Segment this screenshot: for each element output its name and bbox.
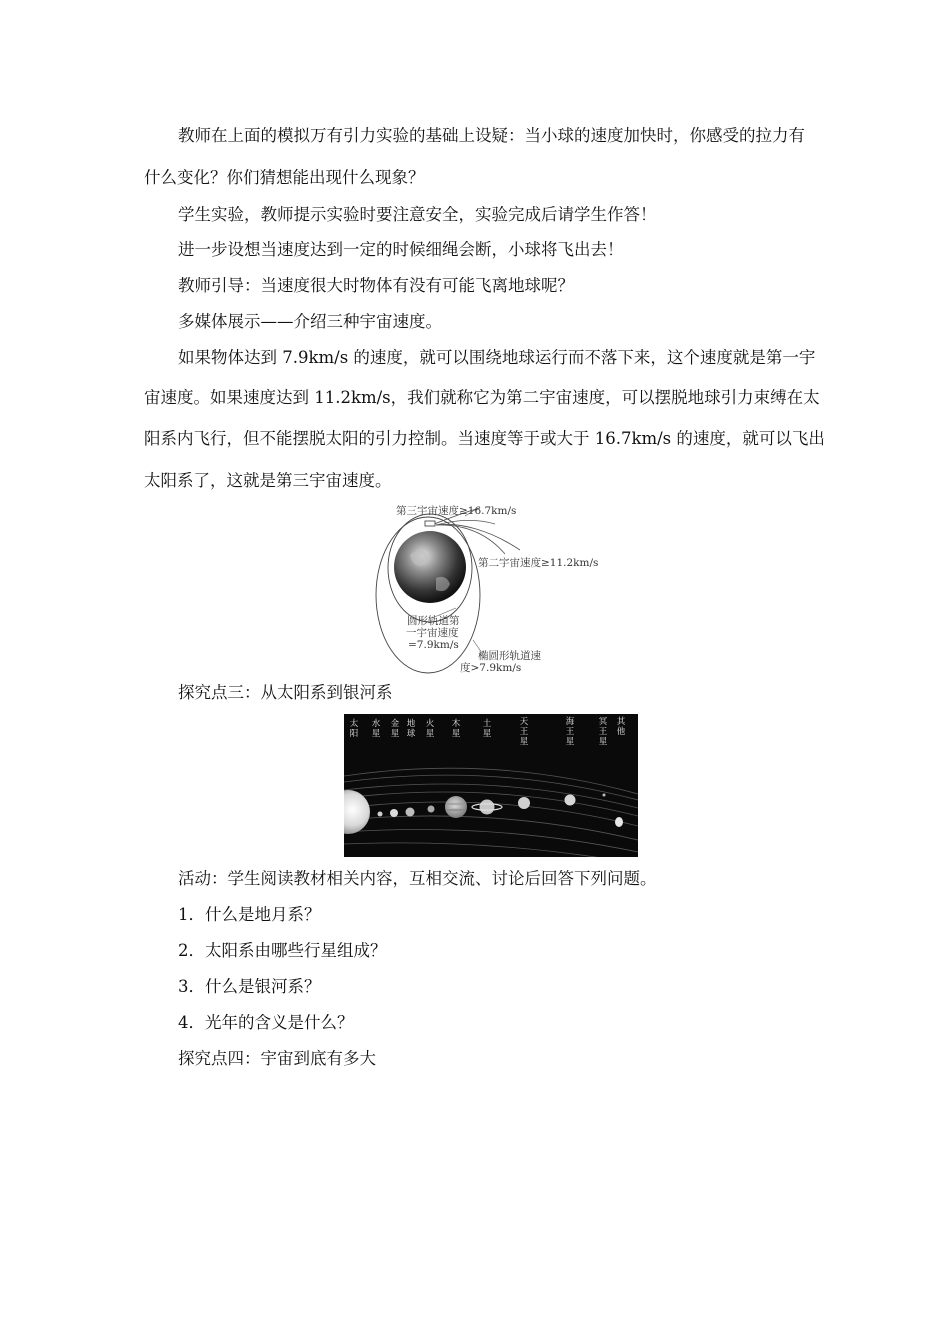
planet-label: 其他 (616, 717, 626, 737)
earth (406, 808, 415, 817)
circular-orbit-label-line-1: 圆形轨道第 (407, 615, 460, 627)
pluto (603, 794, 606, 797)
question-3: 3．什么是银河系？ (178, 977, 321, 996)
venus (390, 809, 398, 817)
circular-orbit-label-line-2: 一宇宙速度 (406, 627, 459, 639)
planet-label: 太阳 (349, 719, 359, 739)
spacecraft-marker (425, 521, 435, 526)
planet-label: 冥王星 (598, 717, 608, 747)
paragraph-1-line-2: 什么变化？你们猜想能出现什么现象？ (144, 168, 425, 187)
paragraph-1-line-1: 教师在上面的模拟万有引力实验的基础上设疑：当小球的速度加快时，你感受的拉力有 (178, 126, 805, 145)
planet-label: 木星 (451, 719, 461, 739)
paragraph-5: 多媒体展示——介绍三种宇宙速度。 (178, 312, 442, 331)
planet-label: 火星 (425, 719, 435, 739)
planet-label: 水星 (371, 719, 381, 739)
planet-label: 地球 (406, 719, 416, 739)
neptune (565, 795, 576, 806)
second-velocity-label: 第二宇宙速度≥11.2km/s (478, 557, 599, 569)
jupiter (445, 796, 467, 818)
solar-system-image (344, 714, 638, 857)
other-body (615, 817, 623, 827)
paragraph-6-line-1: 如果物体达到 7.9km/s 的速度，就可以围绕地球运行而不落下来，这个速度就是第一宇 (178, 348, 816, 367)
activity-text: 活动：学生阅读教材相关内容，互相交流、讨论后回答下列问题。 (178, 869, 657, 888)
question-1: 1．什么是地月系？ (178, 905, 321, 924)
saturn (480, 800, 495, 815)
elliptical-orbit-label-line-2: 度>7.9km/s (460, 662, 522, 674)
paragraph-6-line-4: 太阳系了，这就是第三宇宙速度。 (144, 471, 392, 490)
planet-label: 金星 (390, 719, 400, 739)
planet-label: 海王星 (565, 717, 575, 747)
circular-orbit-label-line-3: =7.9km/s (408, 639, 459, 651)
third-velocity-label: 第三宇宙速度≥16.7km/s (396, 505, 517, 517)
cosmic-velocity-diagram (370, 500, 620, 680)
question-2: 2．太阳系由哪些行星组成？ (178, 941, 387, 960)
uranus (518, 797, 530, 809)
elliptical-orbit-label-line-1: 椭圆形轨道速 (478, 650, 541, 662)
paragraph-2: 学生实验，教师提示实验时要注意安全，实验完成后请学生作答！ (178, 205, 657, 224)
earth-image (394, 531, 466, 603)
paragraph-3: 进一步设想当速度达到一定的时候细绳会断，小球将飞出去！ (178, 240, 624, 259)
mercury (378, 812, 383, 817)
section-4-heading: 探究点四：宇宙到底有多大 (178, 1049, 376, 1068)
paragraph-4: 教师引导：当速度很大时物体有没有可能飞离地球呢？ (178, 276, 574, 295)
planet-label: 土星 (482, 719, 492, 739)
section-3-heading: 探究点三：从太阳系到银河系 (178, 683, 393, 702)
mars (428, 806, 435, 813)
planet-label: 天王星 (519, 717, 529, 747)
question-4: 4．光年的含义是什么？ (178, 1013, 354, 1032)
paragraph-6-line-2: 宙速度。如果速度达到 11.2km/s，我们就称它为第二宇宙速度，可以摆脱地球引力束缚在太 (144, 388, 820, 407)
paragraph-6-line-3: 阳系内飞行，但不能摆脱太阳的引力控制。当速度等于或大于 16.7km/s 的速度，就可以飞出 (144, 429, 825, 448)
